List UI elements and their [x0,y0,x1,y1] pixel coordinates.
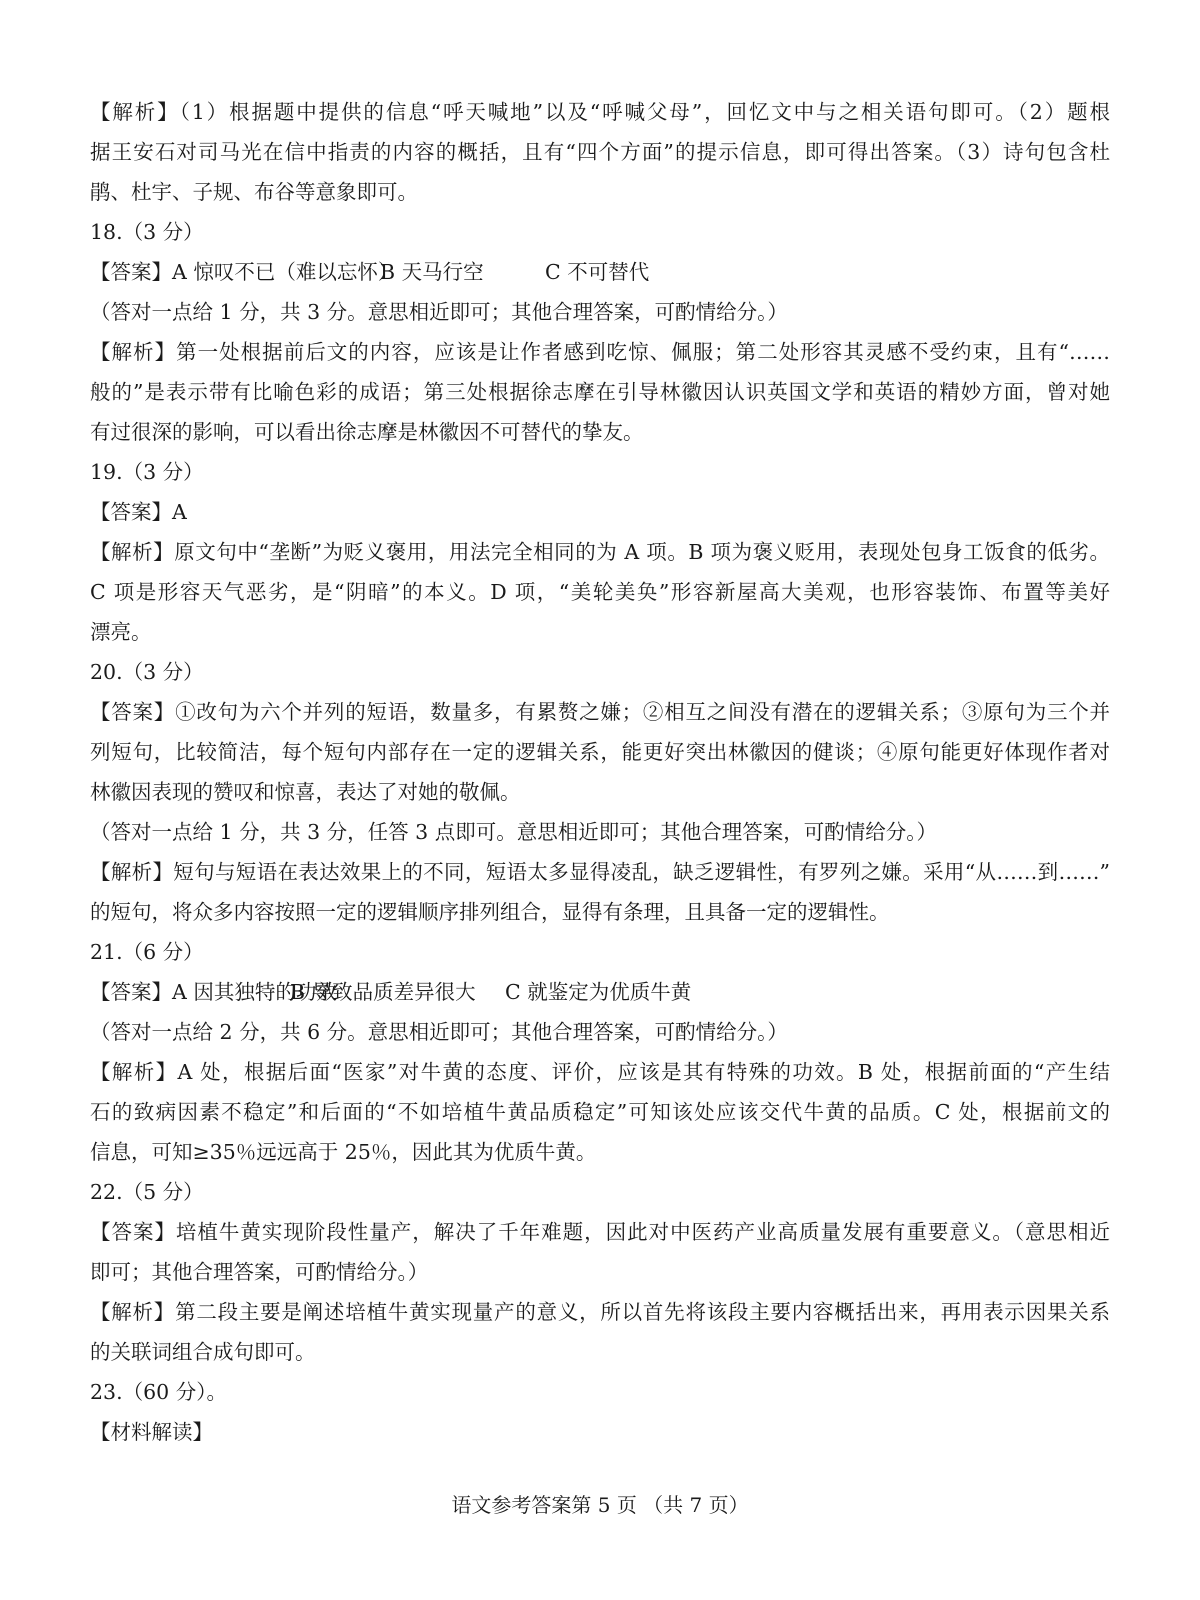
question-23-heading: 23.（60 分）。 [90,1380,227,1404]
analysis-18-line-2: 般的”是表示带有比喻色彩的成语；第三处根据徐志摩在引导林徽因认识英国文学和英语的精妙方面，曾对她 [90,380,1110,404]
analysis-17-line-3: 鹃、杜宇、子规、布谷等意象即可。 [90,180,418,204]
analysis-18-line-3: 有过很深的影响，可以看出徐志摩是林徽因不可替代的挚友。 [90,420,644,444]
answer-20-line-1: 【答案】①改句为六个并列的短语，数量多，有累赘之嫌；②相互之间没有潜在的逻辑关系；③原句为三个并 [90,700,1110,724]
analysis-21-line-1: 【解析】A 处，根据后面“医家”对牛黄的态度、评价，应该是其有特殊的功效。B 处，根据前面的“产生结 [90,1060,1110,1084]
material-interpretation-heading: 【材料解读】 [90,1420,213,1444]
analysis-17-line-1: 【解析】（1）根据题中提供的信息“呼天喊地”以及“呼喊父母”，回忆文中与之相关语句即可。（2）题根 [90,100,1110,124]
answer-18-item-a: 【答案】A 惊叹不已（难以忘怀） [90,260,399,284]
analysis-22-line-2: 的关联词组合成句即可。 [90,1340,316,1364]
scoring-note-21: （答对一点给 2 分，共 6 分。意思相近即可；其他合理答案，可酌情给分。） [90,1020,788,1044]
analysis-19-line-3: 漂亮。 [90,620,152,644]
answer-20-line-3: 林徽因表现的赞叹和惊喜，表达了对她的敬佩。 [90,780,521,804]
analysis-22-line-1: 【解析】第二段主要是阐述培植牛黄实现量产的意义，所以首先将该段主要内容概括出来，再用表示因果关系 [90,1300,1110,1324]
question-18-heading: 18.（3 分） [90,220,204,244]
answer-20-line-2: 列短句，比较简洁，每个短句内部存在一定的逻辑关系，能更好突出林徽因的健谈；④原句能更好体现作者对 [90,740,1110,764]
question-20-heading: 20.（3 分） [90,660,204,684]
analysis-19-line-2: C 项是形容天气恶劣，是“阴暗”的本义。D 项，“美轮美奂”形容新屋高大美观，也形容装饰、布置等美好 [90,580,1110,604]
answer-21-item-b: B 导致品质差异很大 [290,980,476,1004]
scoring-note-20: （答对一点给 1 分，共 3 分，任答 3 点即可。意思相近即可；其他合理答案，可酌情给分。） [90,820,937,844]
answer-22-line-2: 即可；其他合理答案，可酌情给分。） [90,1260,429,1284]
answer-21 [90,972,1110,1012]
analysis-20-line-1: 【解析】短句与短语在表达效果上的不同，短语太多显得凌乱，缺乏逻辑性，有罗列之嫌。采用“从……到……” [90,860,1110,884]
analysis-19-line-1: 【解析】原文句中“垄断”为贬义褒用，用法完全相同的为 A 项。B 项为褒义贬用，表现处包身工饭食的低劣。 [90,540,1110,564]
question-22-heading: 22.（5 分） [90,1180,204,1204]
answer-18 [90,252,1110,292]
analysis-18-line-1: 【解析】第一处根据前后文的内容，应该是让作者感到吃惊、佩服；第二处形容其灵感不受约束，且有“…… [90,340,1110,364]
analysis-17-line-2: 据王安石对司马光在信中指责的内容的概括，且有“四个方面”的提示信息，即可得出答案。（3）诗句包含杜 [90,140,1110,164]
analysis-20-line-2: 的短句，将众多内容按照一定的逻辑顺序排列组合，显得有条理，且具备一定的逻辑性。 [90,900,890,924]
page-footer: 语文参考答案第 5 页 （共 7 页） [451,1493,749,1517]
scoring-note-18: （答对一点给 1 分，共 3 分。意思相近即可；其他合理答案，可酌情给分。） [90,300,788,324]
analysis-21-line-2: 石的致病因素不稳定”和后面的“不如培植牛黄品质稳定”可知该处应该交代牛黄的品质。C 处，根据前文的 [90,1100,1110,1124]
document-body [90,92,1110,1452]
answer-21-item-c: C 就鉴定为优质牛黄 [505,980,692,1004]
answer-18-item-c: C 不可替代 [545,260,650,284]
answer-21-item-a: 【答案】A 因其独特的功效 [90,980,337,1004]
analysis-21-line-3: 信息，可知≥35％远远高于 25％，因此其为优质牛黄。 [90,1140,597,1164]
answer-22-line-1: 【答案】培植牛黄实现阶段性量产，解决了千年难题，因此对中医药产业高质量发展有重要意义。（意思相近 [90,1220,1110,1244]
answer-18-item-b: B 天马行空 [380,260,484,284]
question-19-heading: 19.（3 分） [90,460,204,484]
answer-19: 【答案】A [90,500,187,524]
question-21-heading: 21.（6 分） [90,940,204,964]
